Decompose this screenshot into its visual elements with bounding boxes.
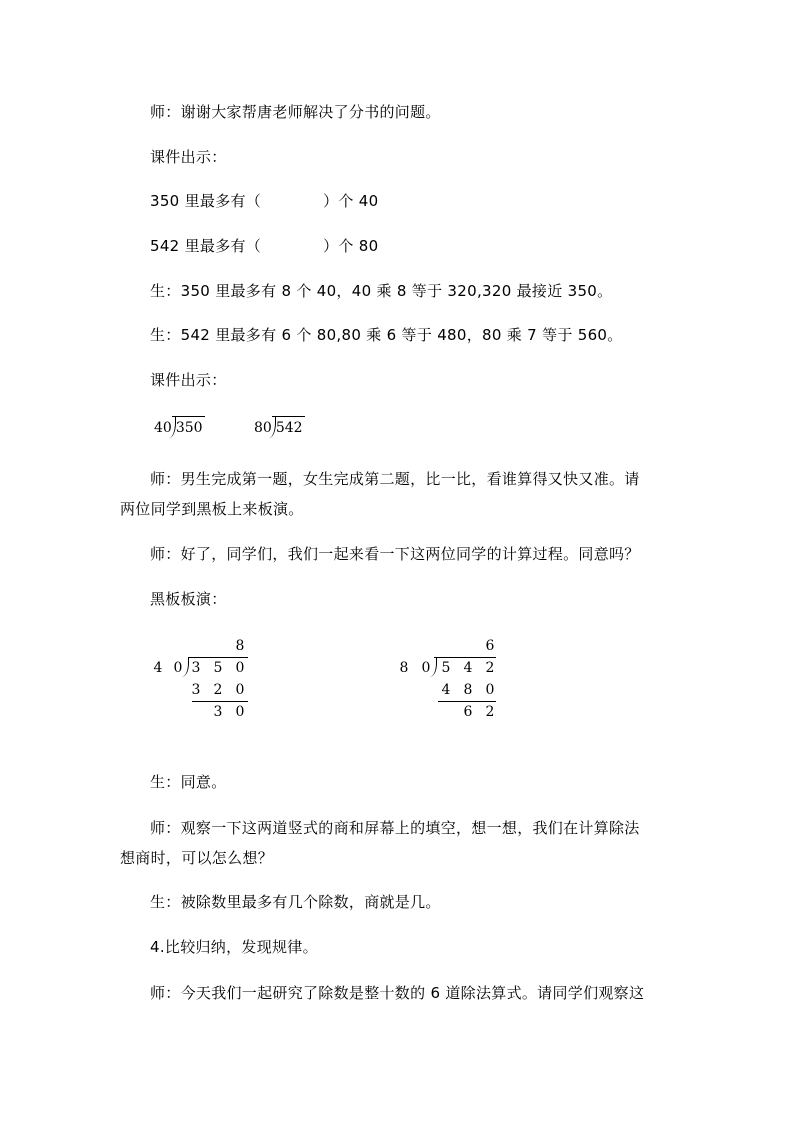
long-division-1-divisor-digit-1: 4 <box>153 660 163 676</box>
long-division-1-dividend-digit-2: 5 <box>213 660 223 676</box>
long-division-1-divisor-digit-2: 0 <box>173 660 183 676</box>
student-answer-1: 生：350 里最多有 8 个 40，40 乘 8 等于 320,320 最接近 350。 <box>150 282 613 300</box>
courseware-label-2: 课件出示： <box>150 371 227 389</box>
teacher-instruction-line-2: 两位同学到黑板上来板演。 <box>120 500 304 518</box>
long-division-2-dividend-digit-1: 5 <box>441 660 451 676</box>
long-division-2-product-digit-2: 8 <box>463 682 473 698</box>
long-division-2-divisor-digit-2: 0 <box>421 660 431 676</box>
division-notation-2 <box>254 416 305 438</box>
fill-blank-1 <box>150 191 378 211</box>
long-division-2-divisor-digit-1: 8 <box>399 660 409 676</box>
fill-blank-2-end: ）个 80 <box>323 237 379 255</box>
long-division-1-remainder-digit-2: 0 <box>235 704 245 720</box>
long-division-1-product-digit-2: 2 <box>213 682 223 698</box>
long-division-2-remainder-digit-1: 6 <box>463 704 473 720</box>
division-notation-2-divisor: 80 <box>254 420 272 436</box>
teacher-review: 师：好了，同学们，我们一起来看一下这两位同学的计算过程。同意吗？ <box>150 545 640 563</box>
student-agree: 生：同意。 <box>150 773 227 791</box>
teacher-question-line-1: 师：观察一下这两道竖式的商和屏幕上的填空，想一想，我们在计算除法 <box>150 819 640 837</box>
fill-blank-1-end: ）个 40 <box>323 192 379 210</box>
student-answer-2: 生：542 里最多有 6 个 80,80 乘 6 等于 480，80 乘 7 等于 560。 <box>150 326 623 344</box>
long-division-2-dividend-digit-2: 4 <box>463 660 473 676</box>
fill-blank-1-start: 350 里最多有（ <box>150 192 262 210</box>
fill-blank-2-start: 542 里最多有（ <box>150 237 262 255</box>
long-division-1-dividend-digit-3: 0 <box>235 660 245 676</box>
paragraph-teacher-thanks: 师：谢谢大家帮唐老师解决了分书的问题。 <box>150 103 441 121</box>
division-notation-1-dividend: 350 <box>172 416 205 439</box>
student-rule: 生：被除数里最多有几个除数，商就是几。 <box>150 893 441 911</box>
long-division-1-quotient: 8 <box>235 638 245 654</box>
long-division-1-remainder-digit-1: 3 <box>213 704 223 720</box>
long-division-2-product-digit-3: 0 <box>485 682 495 698</box>
teacher-summary: 师：今天我们一起研究了除数是整十数的 6 道除法算式。请同学们观察这 <box>150 984 645 1002</box>
long-division-2 <box>396 636 506 726</box>
teacher-instruction-line-1: 师：男生完成第一题，女生完成第二题，比一比，看谁算得又快又准。请 <box>150 470 640 488</box>
division-notation-1-divisor: 40 <box>154 420 172 436</box>
long-division-2-remainder-digit-2: 2 <box>485 704 495 720</box>
division-notation-1 <box>154 416 205 438</box>
long-division-1 <box>150 636 260 726</box>
long-division-1-product-digit-1: 3 <box>191 682 201 698</box>
fill-blank-2 <box>150 236 378 256</box>
long-division-2-quotient: 6 <box>485 638 495 654</box>
long-division-2-dividend-digit-3: 2 <box>485 660 495 676</box>
long-division-2-bracket <box>430 657 437 677</box>
long-division-1-dividend-digit-1: 3 <box>191 660 201 676</box>
division-notation-2-dividend: 542 <box>272 416 305 439</box>
courseware-label-1: 课件出示： <box>150 148 227 166</box>
blackboard-label: 黑板板演： <box>150 590 227 608</box>
long-division-1-product-digit-3: 0 <box>235 682 245 698</box>
section-heading-4: 4.比较归纳，发现规律。 <box>150 938 318 956</box>
teacher-question-line-2: 想商时，可以怎么想？ <box>120 849 274 867</box>
long-division-2-product-digit-1: 4 <box>441 682 451 698</box>
